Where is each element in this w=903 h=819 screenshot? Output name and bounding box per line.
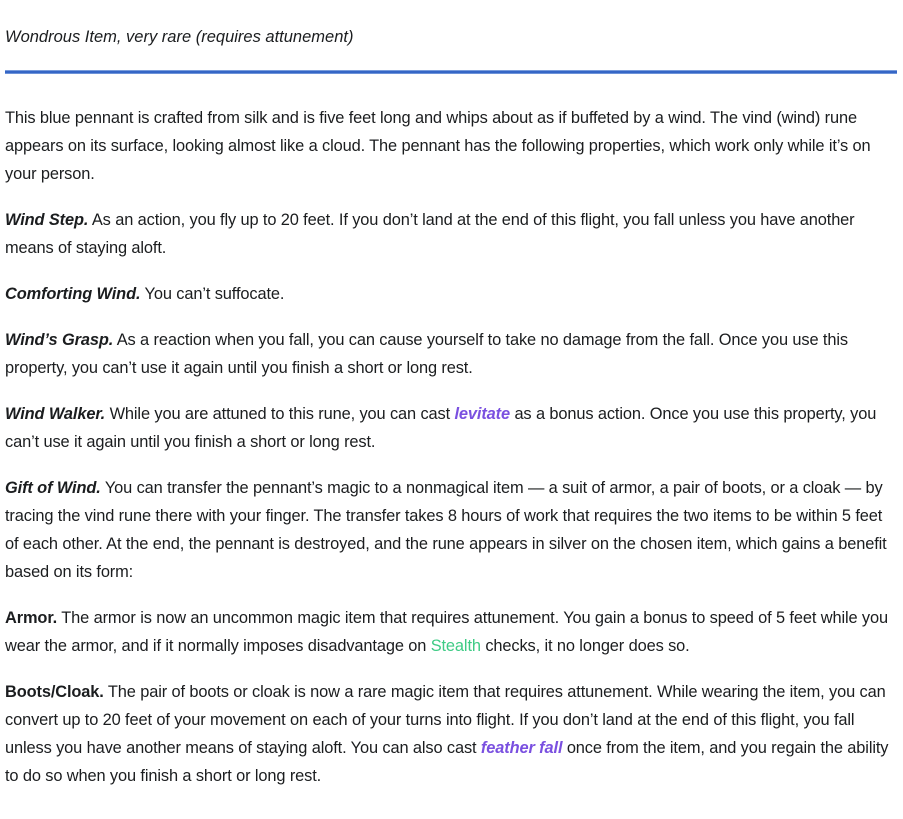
property-wind-step	[5, 206, 897, 262]
intro-paragraph	[5, 104, 897, 188]
benefit-text-armor-after: checks, it no longer does so.	[485, 637, 690, 655]
property-text-wind-walker-after: as a bonus action. Once you use this property, you can’t use it again until you finish a short or long rest.	[5, 405, 877, 451]
benefit-text-boots-cloak-after: once from the item, and you regain the ability to do so when you finish a short or long rest.	[5, 739, 889, 785]
benefit-name-armor: Armor.	[5, 609, 58, 627]
property-text-wind-walker-before: While you are attuned to this rune, you can cast	[109, 405, 451, 423]
property-wind-walker	[5, 400, 897, 456]
property-name-wind-step: Wind Step.	[5, 211, 89, 229]
property-text-wind-step: As an action, you fly up to 20 feet. If you don’t land at the end of this flight, you fall unless you have another means of staying aloft.	[5, 211, 855, 257]
feather-fall-spell-link[interactable]: feather fall	[480, 739, 563, 757]
property-name-wind-walker: Wind Walker.	[5, 405, 106, 423]
rarity-divider	[5, 70, 897, 74]
property-gift-of-wind	[5, 474, 897, 586]
property-text-gift-of-wind: You can transfer the pennant’s magic to a nonmagical item — a suit of armor, a pair of boots, or a cloak — by tracing the vind rune there with your finger. The transfer takes 8 hours of work that requires the two items to be within 5 feet of each other. At the end, the pennant is destroyed, and the rune appears in silver on the chosen item, which gains a benefit based on its form:	[5, 479, 887, 581]
stealth-skill-link[interactable]: Stealth	[430, 637, 481, 655]
intro-text: This blue pennant is crafted from silk and is five feet long and whips about as if buffeted by a wind. The vind (wind) rune appears on its surface, looking almost like a cloud. The pennant has the following properties, which work only while it’s on your person.	[5, 109, 871, 183]
property-name-winds-grasp: Wind’s Grasp.	[5, 331, 114, 349]
benefit-text-boots-cloak-before: The pair of boots or cloak is now a rare magic item that requires attunement. While wearing the item, you can convert up to 20 feet of your movement on each of your turns into flight. If you don’t land at the end of this flight, you fall unless you have another means of staying aloft. You can also cast	[5, 683, 886, 757]
levitate-spell-link[interactable]: levitate	[454, 405, 510, 423]
property-winds-grasp	[5, 326, 897, 382]
benefit-name-boots-cloak: Boots/Cloak.	[5, 683, 104, 701]
property-text-winds-grasp: As a reaction when you fall, you can cause yourself to take no damage from the fall. Once you use this property, you can’t use it again until you finish a short or long rest.	[5, 331, 848, 377]
item-type-rarity-line: Wondrous Item, very rare (requires attunement)	[5, 28, 354, 46]
property-text-comforting-wind: You can’t suffocate.	[144, 285, 285, 303]
property-name-gift-of-wind: Gift of Wind.	[5, 479, 101, 497]
benefit-boots-cloak	[5, 678, 897, 790]
property-comforting-wind	[5, 280, 897, 308]
benefit-text-armor-before: The armor is now an uncommon magic item that requires attunement. You gain a bonus to speed of 5 feet while you wear the armor, and if it normally imposes disadvantage on	[5, 609, 888, 655]
benefit-armor	[5, 604, 897, 660]
item-description-page	[0, 25, 903, 790]
property-name-comforting-wind: Comforting Wind.	[5, 285, 141, 303]
